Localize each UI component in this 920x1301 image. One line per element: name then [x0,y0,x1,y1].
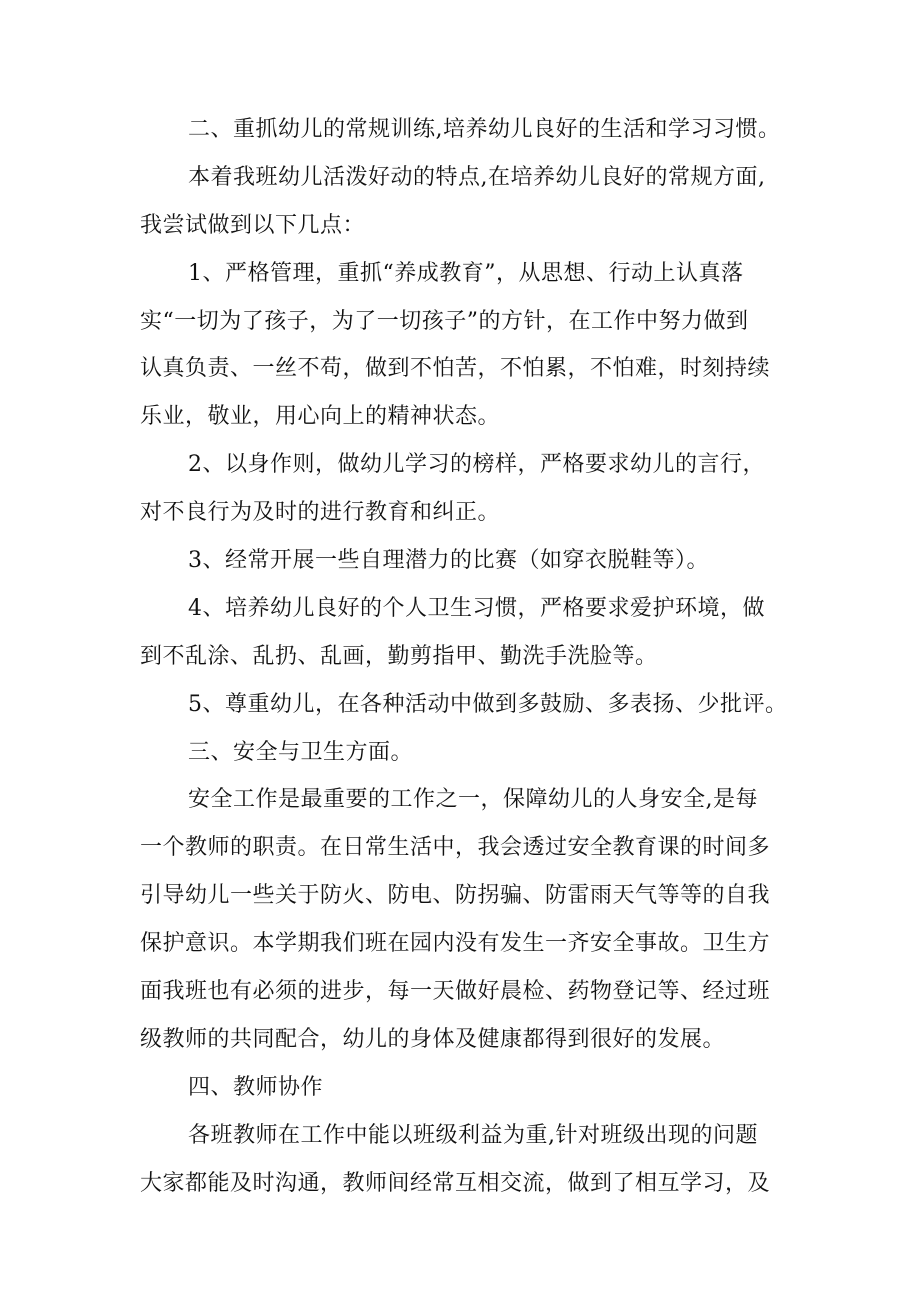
section-heading-4: 四、教师协作 [188,1074,324,1100]
list-item-1-line: 1、严格管理，重抓“养成教育”，从思想、行动上认真落 [188,260,744,286]
paragraph-line: 引导幼儿一些关于防火、防电、防拐骗、防雷雨天气等等的自我 [140,883,771,909]
list-item-1-line: 实“一切为了孩子，为了一切孩子”的方针，在工作中努力做到 [140,308,749,334]
paragraph-line: 本着我班幼儿活泼好动的特点,在培养幼儿良好的常规方面, [188,164,766,190]
section-heading-2: 二、重抓幼儿的常规训练,培养幼儿良好的生活和学习习惯。 [188,117,781,142]
list-item-1-line: 乐业，敬业，用心向上的精神状态。 [140,404,501,430]
list-item-4-line: 4、培养幼儿良好的个人卫生习惯，严格要求爱护环境，做 [188,595,765,621]
list-item-3-line: 3、经常开展一些自理潜力的比赛（如穿衣脱鞋等）。 [188,548,709,574]
paragraph-line: 各班教师在工作中能以班级利益为重,针对班级出现的问题 [188,1122,758,1148]
paragraph-line: 面我班也有必须的进步，每一天做好晨检、药物登记等、经过班 [140,979,771,1005]
paragraph-line: 保护意识。本学期我们班在园内没有发生一齐安全事故。卫生方 [140,931,771,957]
list-item-4-line: 到不乱涂、乱扔、乱画，勤剪指甲、勤洗手洗脸等。 [140,643,658,669]
list-item-5-line: 5、尊重幼儿，在各种活动中做到多鼓励、多表扬、少批评。 [188,691,788,717]
list-item-1-line: 认真负责、一丝不苟，做到不怕苦，不怕累，不怕难，时刻持续 [140,356,771,382]
paragraph-line: 我尝试做到以下几点： [140,212,366,238]
paragraph-line: 安全工作是最重要的工作之一，保障幼儿的人身安全,是每 [188,787,758,813]
paragraph-line: 级教师的共同配合，幼儿的身体及健康都得到很好的发展。 [140,1026,726,1052]
list-item-2-line: 对不良行为及时的进行教育和纠正。 [140,500,501,526]
paragraph-line: 一个教师的职责。在日常生活中，我会透过安全教育课的时间多 [140,835,771,861]
paragraph-line: 大家都能及时沟通，教师间经常互相交流，做到了相互学习，及 [140,1170,771,1196]
document-body [140,106,800,1207]
section-heading-3: 三、安全与卫生方面。 [188,739,414,765]
list-item-2-line: 2、以身作则，做幼儿学习的榜样，严格要求幼儿的言行， [188,452,765,478]
